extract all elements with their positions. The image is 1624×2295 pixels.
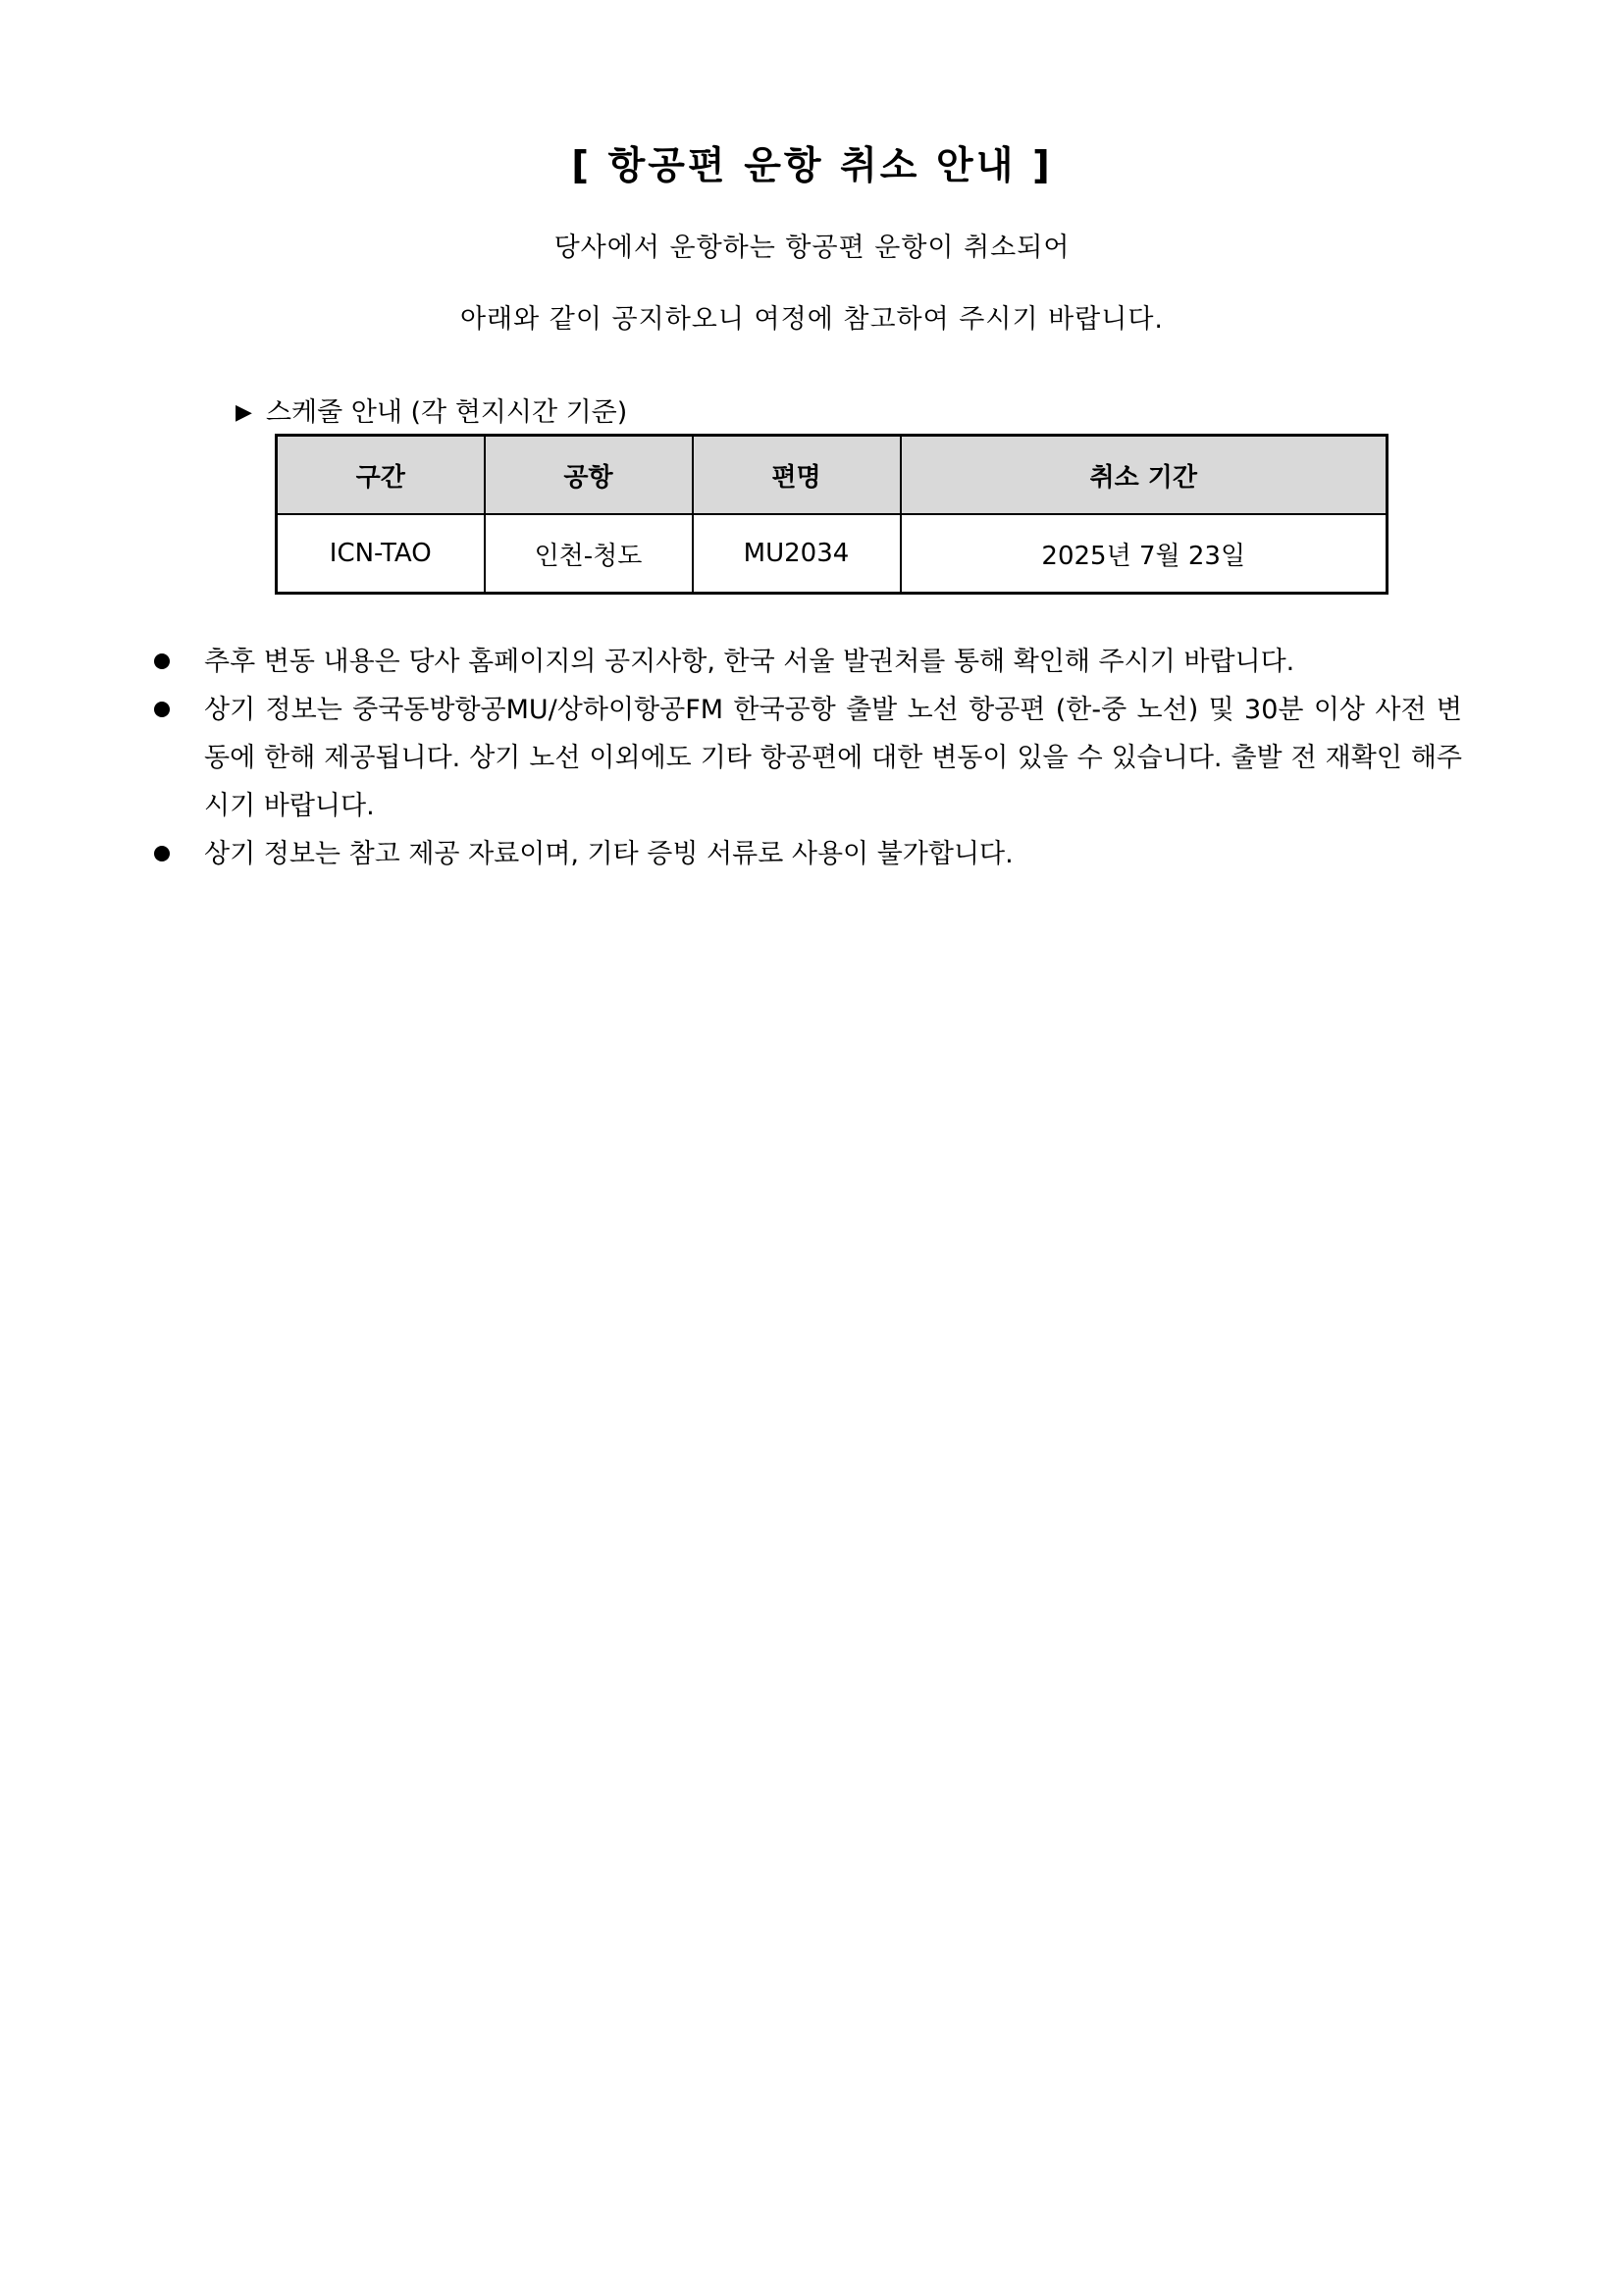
bullet-icon xyxy=(154,846,170,861)
column-header-flight: 편명 xyxy=(693,436,901,515)
table-row xyxy=(277,514,1388,594)
triangle-right-icon: ▶ xyxy=(236,400,252,425)
cell-cancel-period: 2025년 7월 23일 xyxy=(901,514,1388,594)
cell-flight: MU2034 xyxy=(693,514,901,594)
column-header-airport: 공항 xyxy=(485,436,693,515)
intro-line-1: 당사에서 운항하는 항공편 운항이 취소되어 xyxy=(553,233,1071,263)
list-item xyxy=(147,830,1462,878)
intro-line-2: 아래와 같이 공지하오니 여정에 참고하여 주시기 바랍니다. xyxy=(459,304,1165,335)
schedule-table xyxy=(275,434,1388,595)
column-header-route: 구간 xyxy=(277,436,485,515)
note-text: 상기 정보는 중국동방항공MU/상하이항공FM 한국공항 출발 노선 항공편 (한-중 노선) 및 30분 이상 사전 변동에 한해 제공됩니다. 상기 노선 이외에도 기타 항공편에 대한 변동이 있을 수 있습니다. 출발 전 재확인 해주시기 바랍니다. xyxy=(204,695,1462,821)
cell-airport: 인천-청도 xyxy=(485,514,693,594)
notes-list xyxy=(147,638,1462,878)
schedule-heading-text: 스케줄 안내 (각 현지시간 기준) xyxy=(265,397,628,428)
cell-route: ICN-TAO xyxy=(277,514,485,594)
note-text: 상기 정보는 참고 제공 자료이며, 기타 증빙 서류로 사용이 불가합니다. xyxy=(204,839,1014,869)
column-header-cancel-period: 취소 기간 xyxy=(901,436,1388,515)
bullet-icon xyxy=(154,653,170,669)
table-header-row xyxy=(277,436,1388,515)
bullet-icon xyxy=(154,702,170,717)
list-item xyxy=(147,686,1462,830)
schedule-heading xyxy=(236,391,627,429)
note-text: 추후 변동 내용은 당사 홈페이지의 공지사항, 한국 서울 발권처를 통해 확인해 주시기 바랍니다. xyxy=(204,647,1295,677)
list-item xyxy=(147,638,1462,686)
page-title: [ 항공편 운항 취소 안내 ] xyxy=(571,144,1053,188)
